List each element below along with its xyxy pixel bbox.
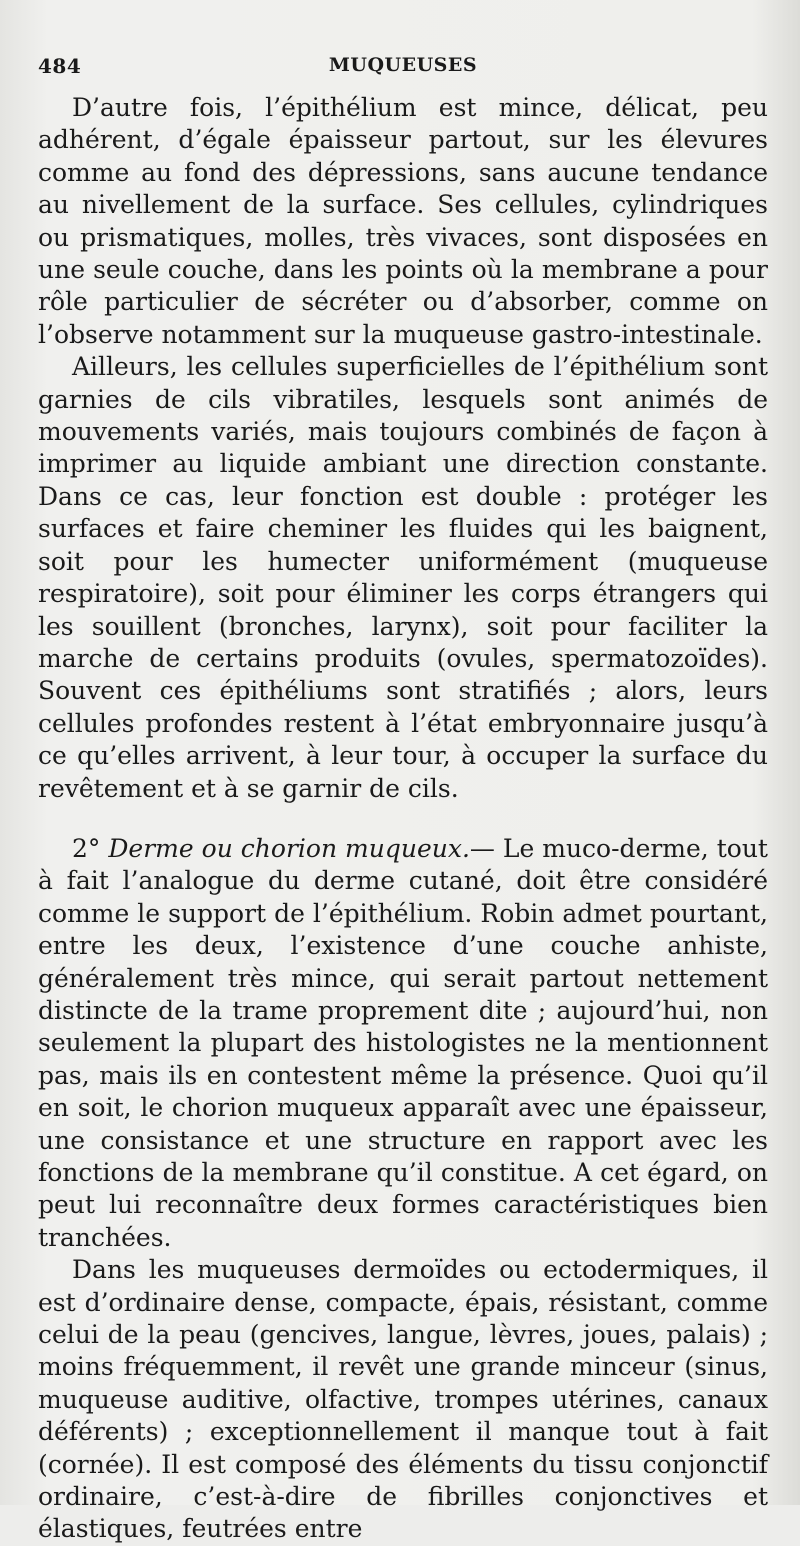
paragraph-dermoid-mucosa: Dans les muqueuses dermoïdes ou ectodermiques, il est d’ordinaire dense, compacte, épais, résistant, comme celui de la peau (gencives, langue, lèvres, joues, palais) ; moins fréquemment, il revêt une grande minceur (sinus, muqueuse auditive, olfactive, trompes utérines, canaux déférents) ; exceptionnellement il manque tout à fait (cornée). Il est composé des éléments du tissu conjonctif ordinaire, c’est-à-dire de fibrilles conjonctives et élastiques, feutrées entre	[38, 1255, 768, 1544]
section-number: 2°	[72, 833, 109, 863]
paragraph-derme-chorion	[38, 833, 768, 1254]
page-number: 484	[38, 54, 82, 78]
body-text	[38, 92, 768, 1546]
paragraph-ciliated-cells: Ailleurs, les cellules superficielles de l’épithélium sont garnies de cils vibratiles, lesquels sont animés de mouvements variés, mais toujours combinés de façon à imprimer au liquide ambiant une direction constante. Dans ce cas, leur fonction est double : protéger les surfaces et faire cheminer les fluides qui les baignent, soit pour les humecter uniformément (muqueuse respiratoire), soit pour éliminer les corps étrangers qui les souillent (bronches, larynx), soit pour faciliter la marche de certains produits (ovules, spermatozoïdes). Souvent ces épithéliums sont stratifiés ; alors, leurs cellules profondes restent à l’état embryonnaire jusqu’à ce qu’elles arrivent, à leur tour, à occuper la surface du revêtement et à se garnir de cils.	[38, 352, 768, 803]
running-title: MUQUEUSES	[328, 54, 478, 76]
running-head	[38, 50, 768, 84]
section-heading: Derme ou chorion muqueux.	[108, 833, 470, 863]
section-body: — Le muco-derme, tout à fait l’analogue du derme cutané, doit être considéré comme le support de l’épithélium. Robin admet pourtant, entre les deux, l’existence d’une couche anhiste, généralement très mince, qui serait partout nettement distincte de la trame proprement dite ; aujourd’hui, non seulement la plupart des histologistes ne la mentionnent pas, mais ils en contestent même la présence. Quoi qu’il en soit, le chorion muqueux apparaît avec une épaisseur, une consistance et une structure en rapport avec les fonctions de la membrane qu’il constitue. A cet égard, on peut lui reconnaître deux formes caractéristiques bien tranchées.	[38, 833, 768, 1252]
paragraph-epithelium-thin: D’autre fois, l’épithélium est mince, délicat, peu adhérent, d’égale épaisseur partout, sur les élevures comme au fond des dépressions, sans aucune tendance au nivellement de la surface. Ses cellules, cylindriques ou prismatiques, molles, très vivaces, sont disposées en une seule couche, dans les points où la membrane a pour rôle particulier de sécréter ou d’absorber, comme on l’observe notamment sur la muqueuse gastro-intestinale.	[38, 93, 768, 349]
